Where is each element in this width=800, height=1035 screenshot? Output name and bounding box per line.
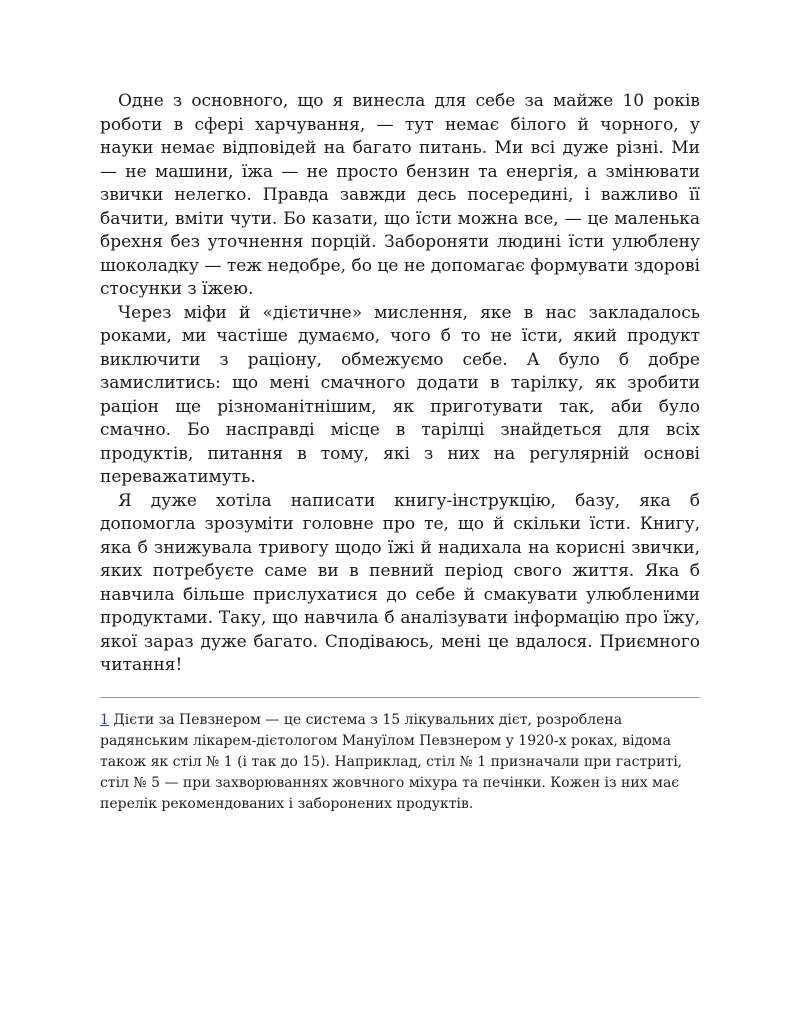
footnote-text: Дієти за Певзнером — це система з 15 лікувальних дієт, розроблена радянським лікарем-дієтологом Мануїлом Певзнером у 1920-х роках, відома також як стіл № 1 (і так до 15). Наприклад, стіл № 1 призначали при гастриті, стіл № 5 — при захворюваннях жовчного міхура та печінки. Кожен із них має перелік рекомендованих і заборонених продуктів.	[100, 711, 683, 812]
paragraph-3: Я дуже хотіла написати книгу-інструкцію, базу, яка б допомогла зрозуміти головне про те, що й скільки їсти. Книгу, яка б знижувала тривогу щодо їжі й надихала на корисні звички, яких потребуєте саме ви в певний період свого життя. Яка б навчила більше прислухатися до себе й смакувати улюбленими продуктами. Таку, що навчила б аналізувати інформацію про їжу, якої зараз дуже багато. Сподіваюсь, мені це вдалося. Приємного читання!	[100, 490, 700, 675]
document-page	[100, 90, 700, 815]
footnote-reference-link[interactable]: 1	[100, 711, 109, 728]
paragraph-2: Через міфи й «дієтичне» мислення, яке в нас закладалось роками, ми частіше думаємо, чого б то не їсти, який продукт виключити з раціону, обмежуємо себе. А було б добре замислитись: що мені смачного додати в тарілку, як зробити раціон ще різноманітнішим, як приготувати так, аби було смачно. Бо насправді місце в тарілці знайдеться для всіх продуктів, питання в тому, які з них на регулярній основі переважатимуть.	[100, 302, 700, 487]
footnote-divider	[100, 697, 700, 698]
footnote	[100, 710, 700, 815]
paragraph-1: Одне з основного, що я винесла для себе за майже 10 років роботи в сфері харчування, — тут немає білого й чорного, у науки немає відповідей на багато питань. Ми всі дуже різні. Ми — не машини, їжа — не просто бензин та енергія, а змінювати звички нелегко. Правда завжди десь посередині, і важливо її бачити, вміти чути. Бо казати, що їсти можна все, — це маленька брехня без уточнення порцій. Забороняти людині їсти улюблену шоколадку — теж недобре, бо це не допомагає формувати здорові стосунки з їжею.	[100, 91, 700, 299]
main-text	[100, 90, 700, 678]
